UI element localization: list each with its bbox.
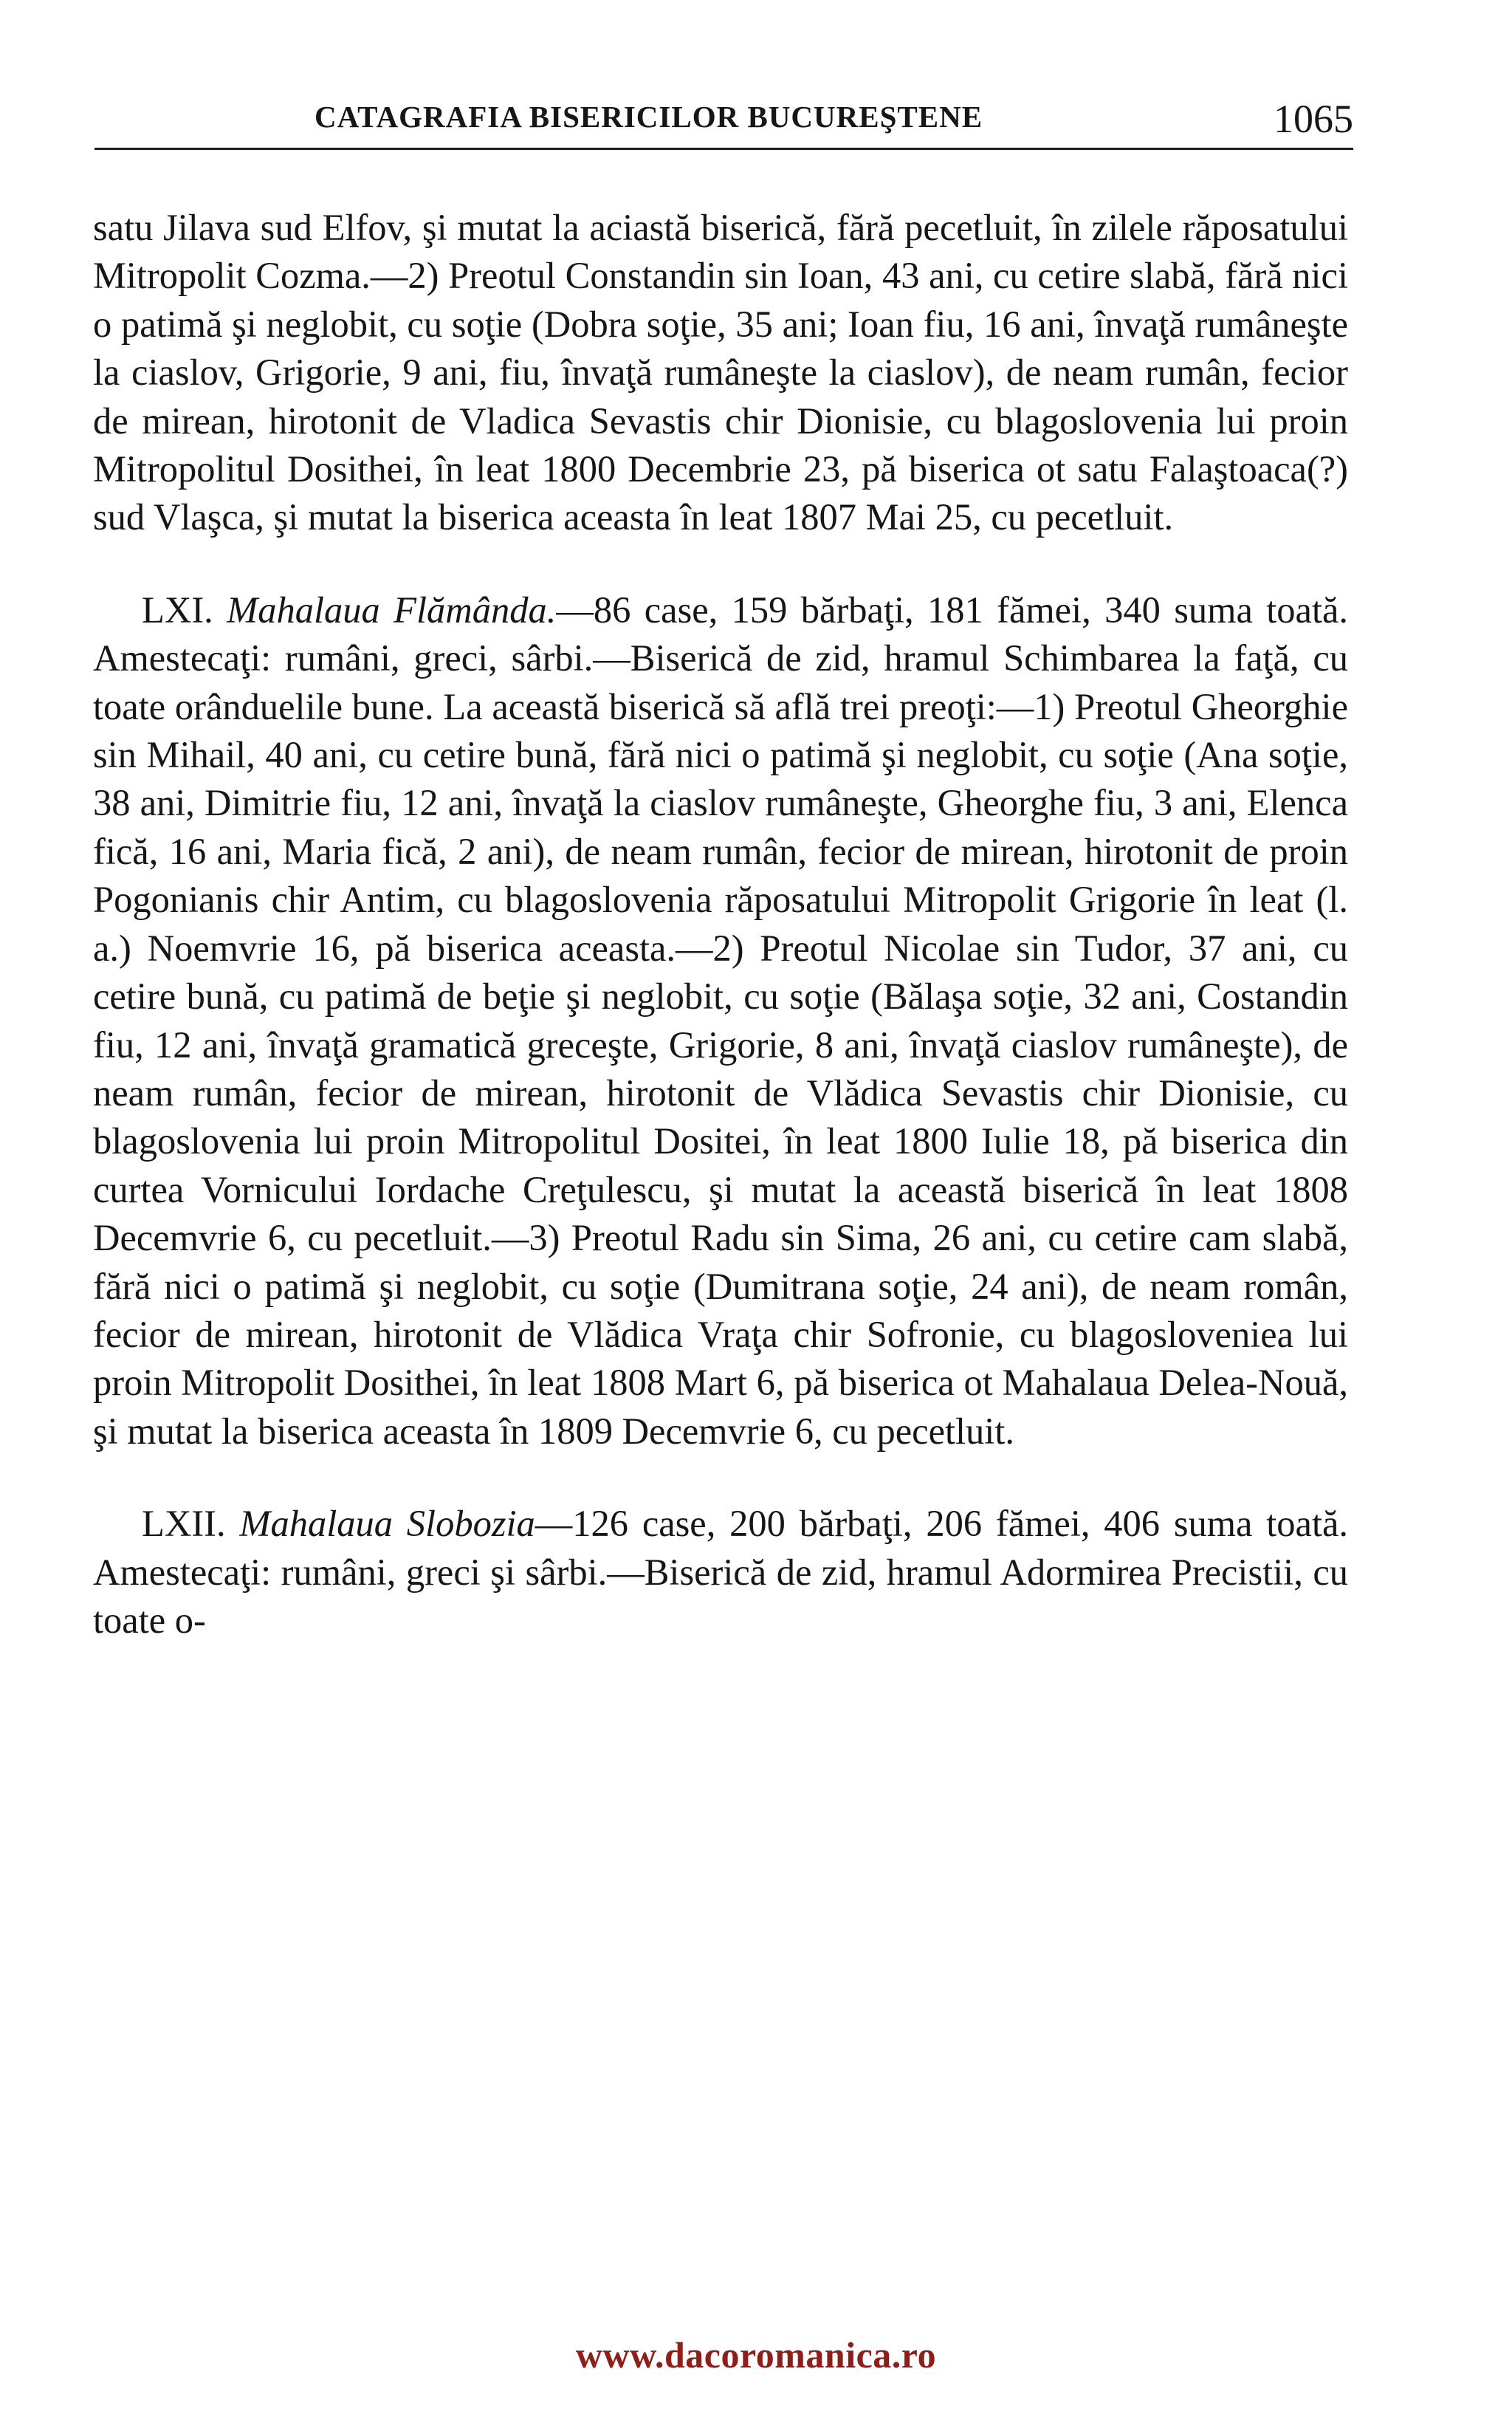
page-number: 1065 bbox=[1274, 97, 1353, 141]
footer-watermark-link[interactable]: www.dacoromanica.ro bbox=[575, 2334, 937, 2376]
paragraph-section-lxi bbox=[93, 586, 1348, 1455]
section-text: —86 case, 159 bărbaţi, 181 fămei, 340 suma toată. Amestecaţi: rumâni, greci, sârbi.—Biserică de zid, hramul Schimbarea la faţă, cu toate orânduelile bune. La această biserică să află trei preoţi:—1) Preotul Gheorghie sin Mihail, 40 ani, cu cetire bună, fără nici o patimă şi neglobit, cu soţie (Ana soţie, 38 ani, Dimitrie fiu, 12 ani, învaţă la ciaslov rumâneşte, Gheorghe fiu, 3 ani, Elenca fică, 16 ani, Maria fică, 2 ani), de neam rumân, fecior de mirean, hirotonit de proin Pogonianis chir Antim, cu blagoslovenia răposatului Mitropolit Grigorie în leat (l. a.) Noemvrie 16, pă biserica aceasta.—2) Preotul Nicolae sin Tudor, 37 ani, cu cetire bună, cu patimă de beţie şi neglobit, cu soţie (Bălaşa soţie, 32 ani, Costandin fiu, 12 ani, învaţă gramatică greceşte, Grigorie, 8 ani, învaţă ciaslov rumâneşte), de neam rumân, fecior de mirean, hirotonit de Vlădica Sevastis chir Dionisie, cu blagoslovenia lui proin Mitropolitul Dositei, în leat 1800 Iulie 18, pă biserica din curtea Vornicului Iordache Creţulescu, şi mutat la această biserică în leat 1808 Decemvrie 6, cu pecetluit.—3) Preotul Radu sin Sima, 26 ani, cu cetire cam slabă, fără nici o patimă şi neglobit, cu soţie (Dumitrana soţie, 24 ani), de neam român, fecior de mirean, hirotonit de Vlădica Vraţa chir Sofronie, cu blagosloveniea lui proin Mitropolit Dosithei, în leat 1808 Mart 6, pă biserica ot Mahalaua Delea-Nouă, şi mutat la biserica aceasta în 1809 Decemvrie 6, cu pecetluit. bbox=[93, 589, 1349, 1452]
body-text bbox=[93, 204, 1348, 1645]
header-rule bbox=[94, 148, 1353, 150]
running-title: CATAGRAFIA BISERICILOR BUCUREŞTENE bbox=[315, 100, 983, 134]
running-header bbox=[94, 96, 1353, 148]
paragraph-continuation: satu Jilava sud Elfov, şi mutat la aciastă biserică, fără pecetluit, în zilele răposatului Mitropolit Cozma.—2) Preotul Constandin sin Ioan, 43 ani, cu cetire slabă, fără nici o patimă şi neglobit, cu soţie (Dobra soţie, 35 ani; Ioan fiu, 16 ani, învaţă rumâneşte la ciaslov, Grigorie, 9 ani, fiu, învaţă rumâneşte la ciaslov), de neam rumân, fecior de mirean, hirotonit de Vladica Sevastis chir Dionisie, cu blagoslovenia lui proin Mitropolitul Dosithei, în leat 1800 Decembrie 23, pă biserica ot satu Falaştoaca(?) sud Vlaşca, şi mutat la biserica aceasta în leat 1807 Mai 25, cu pecetluit. bbox=[93, 207, 1348, 538]
section-number: LXI. bbox=[142, 589, 213, 631]
section-title: Mahalaua Flămânda. bbox=[227, 589, 557, 631]
section-text: —126 case, 200 bărbaţi, 206 fămei, 406 suma toată. Amestecaţi: rumâni, greci şi sârbi.—Biserică de zid, hramul Adormirea Precistii, cu toate o- bbox=[93, 1503, 1349, 1641]
paragraph-section-lxii bbox=[93, 1500, 1348, 1645]
section-title: Mahalaua Slobozia bbox=[239, 1503, 535, 1545]
section-number: LXII. bbox=[142, 1503, 226, 1545]
